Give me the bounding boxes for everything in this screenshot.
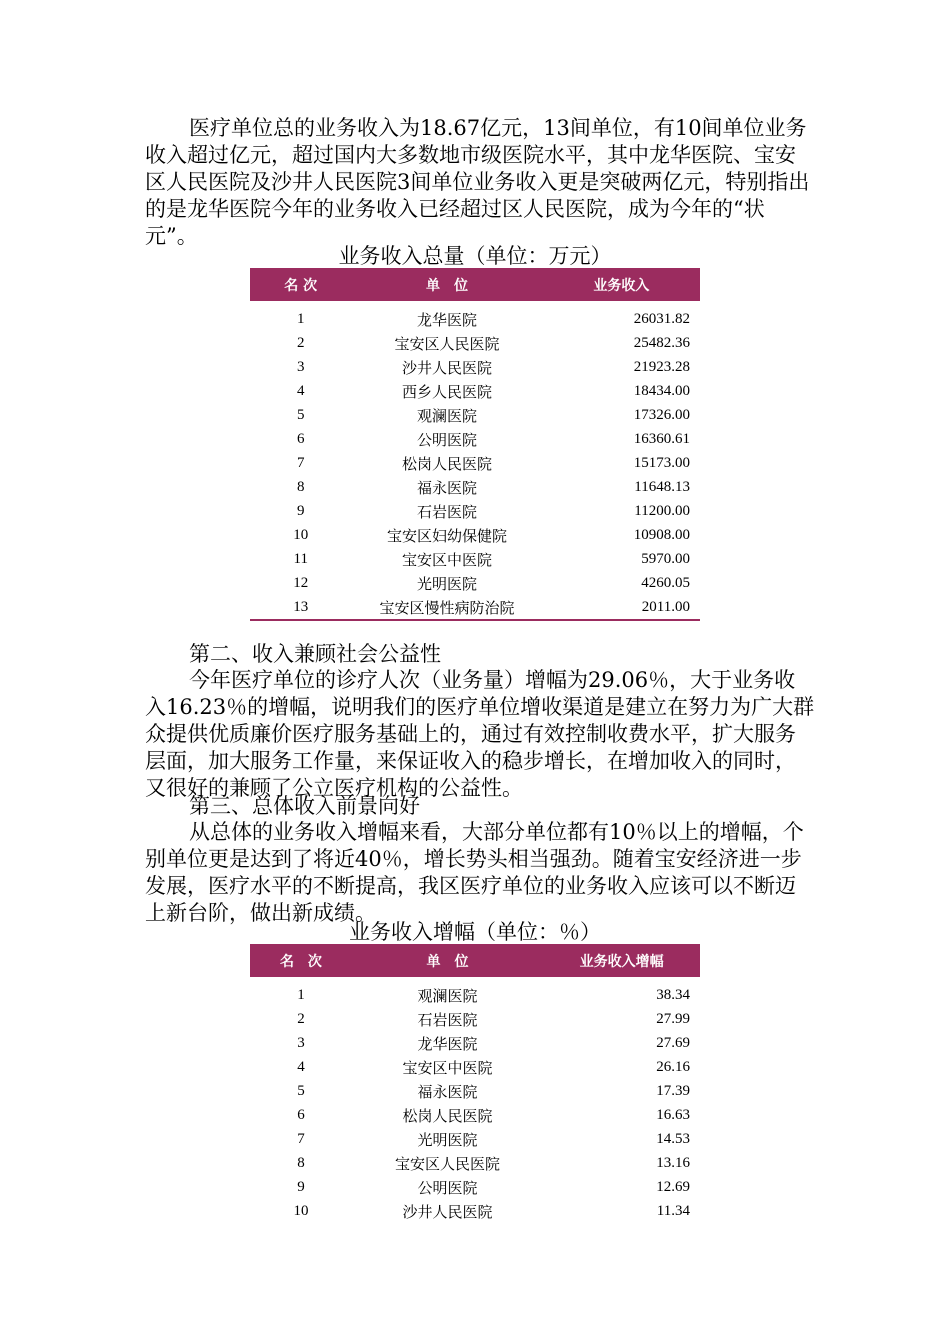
- table1-unit-cell: 石岩医院: [417, 504, 478, 521]
- paragraph-total-income: 医疗单位总的业务收入为18.67亿元，13间单位，有10间单位业务收入超过亿元，超过国内大多数地市级医院水平，其中龙华医院、宝安区人民医院及沙井人民医院3间单位业务收入更是突破两亿元，特别指出的是龙华医院今年的业务收入已经超过区人民医院，成为今年的“状元”。: [145, 116, 810, 248]
- table1-rank-cell: 10: [293, 526, 309, 543]
- table1-rank-cell: 11: [293, 550, 308, 567]
- table2-unit-cell: 松岗人民医院: [402, 1108, 493, 1125]
- paragraph-outlook: 从总体的业务收入增幅来看，大部分单位都有10％以上的增幅，个别单位更是达到了将近40％，增长势头相当强劲。随着宝安经济进一步发展，医疗水平的不断提高，我区医疗单位的业务收入应该可以不断迈上新台阶，做出新成绩。: [145, 820, 804, 925]
- table2-rank-cell: 7: [297, 1130, 305, 1147]
- table1-row: [250, 595, 700, 620]
- table1-body: [250, 301, 700, 620]
- table1-value-cell: 15173.00: [633, 454, 690, 471]
- table2-body: [250, 977, 700, 1223]
- table2-unit-cell: 龙华医院: [417, 1036, 478, 1053]
- table1-unit-cell: 光明医院: [417, 576, 478, 593]
- table2-rank-cell: 8: [297, 1154, 305, 1171]
- table1-title: 业务收入总量（单位：万元）: [338, 244, 612, 268]
- table1-value-cell: 4260.05: [641, 574, 690, 591]
- table2-value-cell: 26.16: [656, 1058, 690, 1075]
- table1-value-cell: 26031.82: [633, 310, 690, 327]
- table1-row: [250, 451, 700, 475]
- table2-unit-cell: 沙井人民医院: [402, 1204, 493, 1221]
- table2-rank-cell: 5: [297, 1082, 305, 1099]
- table2-row: [250, 977, 700, 1007]
- table2-value-cell: 13.16: [656, 1154, 690, 1171]
- table1-value-cell: 2011.00: [543, 595, 700, 620]
- table2-rank-cell: 1: [297, 986, 305, 1003]
- table2-row: [250, 1031, 700, 1055]
- table2-row: [250, 1079, 700, 1103]
- table1-row: [250, 379, 700, 403]
- table1-rank-cell: 4: [296, 382, 305, 399]
- table1-unit-cell: 福永医院: [417, 480, 478, 497]
- table1-header-income: 业务收入: [543, 268, 700, 301]
- table2-rank-cell: 9: [297, 1178, 305, 1195]
- section-heading-3: 第三、总体收入前景向好: [189, 794, 420, 818]
- table2-value-cell: 16.63: [656, 1106, 690, 1123]
- table1-unit-cell: 宝安区人民医院: [394, 336, 500, 353]
- table2-value-cell: 11.34: [656, 1202, 690, 1219]
- table1-unit-cell: 松岗人民医院: [402, 456, 493, 473]
- table1-rank-cell: 7: [296, 454, 305, 471]
- table1-row: [250, 331, 700, 355]
- table2-unit-cell: 宝安区中医院: [402, 1060, 493, 1077]
- table2-rank-cell: 10: [293, 1202, 309, 1219]
- table1-header-row: [250, 268, 700, 301]
- table1-value-cell: 10908.00: [633, 526, 690, 543]
- table2-header-growth: 业务收入增幅: [543, 944, 700, 977]
- table2-value-cell: 12.69: [656, 1178, 690, 1195]
- table2-unit-cell: 福永医院: [417, 1084, 478, 1101]
- table2-unit-cell: 公明医院: [417, 1180, 478, 1197]
- table2-row: [250, 1175, 700, 1199]
- table2-row: [250, 1055, 700, 1079]
- paragraph-public-welfare: 今年医疗单位的诊疗人次（业务量）增幅为29.06％，大于业务收入16.23％的增幅，说明我们的医疗单位增收渠道是建立在努力为广大群众提供优质廉价医疗服务基础上的，通过有效控制收费水平，扩大服务层面，加大服务工作量，来保证收入的稳步增长，在增加收入的同时，又很好的兼顾了公立医疗机构的公益性。: [145, 668, 815, 800]
- table2-row: [250, 1007, 700, 1031]
- table1-row: [250, 355, 700, 379]
- table1-header-rank: 名 次: [250, 268, 351, 301]
- table1-value-cell: 18434.00: [633, 382, 690, 399]
- table1-rank-cell: 5: [296, 406, 305, 423]
- table1-rank-cell: 12: [293, 574, 309, 591]
- table2-value-cell: 27.69: [656, 1034, 690, 1051]
- table1-row: [250, 571, 700, 595]
- table2-rank-cell: 6: [297, 1106, 305, 1123]
- table1-row: [250, 547, 700, 571]
- table1-row: [250, 427, 700, 451]
- table2-header-unit: 单 位: [352, 944, 543, 977]
- income-total-table: [250, 268, 700, 621]
- table2-header-rank: 名 次: [250, 944, 352, 977]
- table1-rank-cell: 8: [296, 478, 305, 495]
- table1-value-cell: 21923.28: [633, 358, 690, 375]
- table1-row: [250, 475, 700, 499]
- table2-row: [250, 1151, 700, 1175]
- table1-rank-cell: 6: [296, 430, 305, 447]
- table1-value-cell: 17326.00: [633, 406, 690, 423]
- table2-unit-cell: 石岩医院: [417, 1012, 478, 1029]
- section-heading-2: 第二、收入兼顾社会公益性: [189, 642, 441, 666]
- table1-row: [250, 523, 700, 547]
- table2-unit-cell: 观澜医院: [417, 988, 478, 1005]
- table1-unit-cell: 宝安区妇幼保健院: [387, 528, 508, 545]
- table1-unit-cell: 龙华医院: [417, 312, 478, 329]
- table1-rank-cell: 1: [296, 310, 305, 327]
- table2-header-row: [250, 944, 700, 977]
- table1-row: [250, 403, 700, 427]
- table1-row: [250, 301, 700, 331]
- table1-row: [250, 499, 700, 523]
- table2-value-cell: 38.34: [656, 986, 690, 1003]
- income-growth-table: [250, 944, 700, 1223]
- table2-unit-cell: 光明医院: [417, 1132, 478, 1149]
- table1-unit-cell: 观澜医院: [417, 408, 478, 425]
- table2-title: 业务收入增幅（单位：％）: [349, 920, 601, 944]
- table1-rank-cell: 9: [296, 502, 305, 519]
- table2-row: [250, 1199, 700, 1223]
- table1-unit-cell: 公明医院: [417, 432, 478, 449]
- table2-value-cell: 17.39: [656, 1082, 690, 1099]
- table2-rank-cell: 3: [297, 1034, 305, 1051]
- table1-value-cell: 11200.00: [634, 502, 690, 519]
- table1-value-cell: 25482.36: [633, 334, 690, 351]
- table1-unit-cell: 沙井人民医院: [402, 360, 493, 377]
- table1-value-cell: 16360.61: [633, 430, 690, 447]
- table2-row: [250, 1103, 700, 1127]
- table2-unit-cell: 宝安区人民医院: [395, 1156, 501, 1173]
- table1-rank-cell: 2: [296, 334, 305, 351]
- table2-value-cell: 27.99: [656, 1010, 690, 1027]
- table2-rank-cell: 4: [297, 1058, 305, 1075]
- table2-value-cell: 14.53: [656, 1130, 690, 1147]
- table1-unit-cell: 西乡人民医院: [402, 384, 493, 401]
- table2-row: [250, 1127, 700, 1151]
- table1-value-cell: 11648.13: [634, 478, 690, 495]
- table1-value-cell: 5970.00: [641, 550, 690, 567]
- table2-rank-cell: 2: [297, 1010, 305, 1027]
- table1-header-unit: 单 位: [351, 268, 542, 301]
- table1-rank-cell: 13: [250, 595, 351, 620]
- table1-rank-cell: 3: [296, 358, 305, 375]
- table1-unit-cell: 宝安区慢性病防治院: [351, 595, 542, 620]
- table1-unit-cell: 宝安区中医院: [402, 552, 493, 569]
